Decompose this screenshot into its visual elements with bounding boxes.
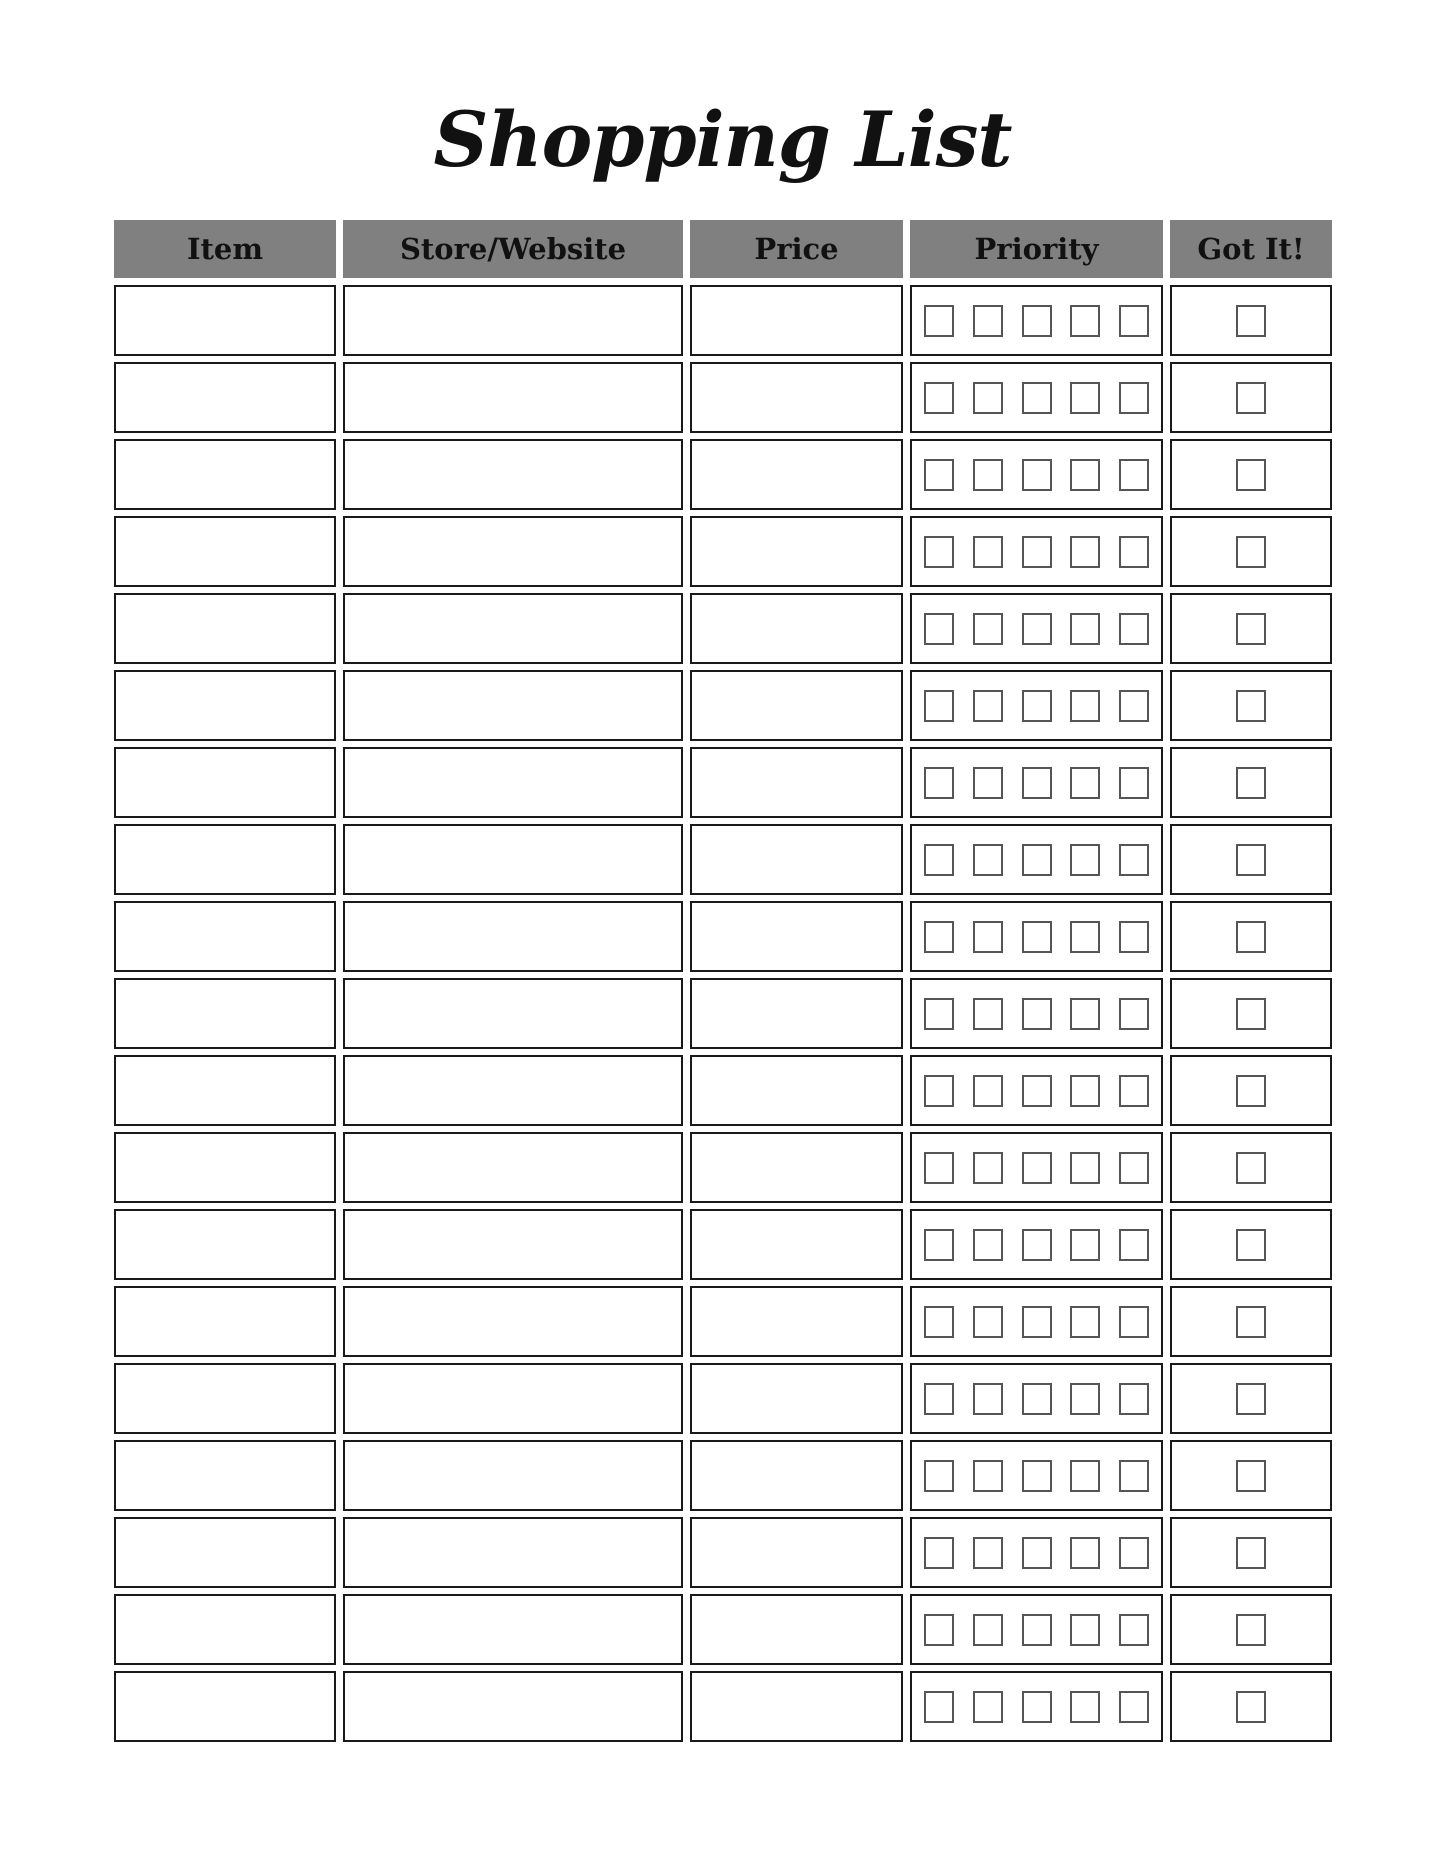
price-field[interactable] bbox=[690, 1440, 903, 1511]
table-body bbox=[114, 285, 1332, 1742]
priority-checkbox-2[interactable] bbox=[973, 844, 1003, 876]
priority-checkbox-1[interactable] bbox=[924, 690, 954, 722]
priority-checkbox-1[interactable] bbox=[924, 998, 954, 1030]
priority-checkbox-1[interactable] bbox=[924, 613, 954, 645]
priority-checkbox-4[interactable] bbox=[1070, 1614, 1100, 1646]
priority-checkbox-5[interactable] bbox=[1119, 690, 1149, 722]
table-row bbox=[114, 362, 1332, 433]
priority-checkbox-4[interactable] bbox=[1070, 1460, 1100, 1492]
priority-checkbox-1[interactable] bbox=[924, 1229, 954, 1261]
priority-checkbox-5[interactable] bbox=[1119, 305, 1149, 337]
got-it-checkbox[interactable] bbox=[1236, 1306, 1266, 1338]
price-field[interactable] bbox=[690, 978, 903, 1049]
store-field[interactable] bbox=[343, 1132, 683, 1203]
priority-checkbox-5[interactable] bbox=[1119, 1537, 1149, 1569]
store-field[interactable] bbox=[343, 593, 683, 664]
got-it-checkbox[interactable] bbox=[1236, 998, 1266, 1030]
priority-cell bbox=[910, 670, 1163, 741]
priority-checkbox-3[interactable] bbox=[1022, 536, 1052, 568]
got-it-checkbox[interactable] bbox=[1236, 1229, 1266, 1261]
table-row bbox=[114, 1363, 1332, 1434]
got-it-checkbox[interactable] bbox=[1236, 1691, 1266, 1723]
priority-checkbox-3[interactable] bbox=[1022, 844, 1052, 876]
price-field[interactable] bbox=[690, 285, 903, 356]
item-field[interactable] bbox=[114, 1055, 336, 1126]
got-it-checkbox[interactable] bbox=[1236, 844, 1266, 876]
got-it-checkbox[interactable] bbox=[1236, 767, 1266, 799]
priority-checkbox-2[interactable] bbox=[973, 613, 1003, 645]
priority-checkbox-4[interactable] bbox=[1070, 921, 1100, 953]
priority-checkbox-5[interactable] bbox=[1119, 459, 1149, 491]
got-it-cell bbox=[1170, 1517, 1332, 1588]
table-row bbox=[114, 1132, 1332, 1203]
table-row bbox=[114, 1517, 1332, 1588]
priority-checkbox-5[interactable] bbox=[1119, 921, 1149, 953]
priority-cell bbox=[910, 901, 1163, 972]
got-it-cell bbox=[1170, 901, 1332, 972]
priority-checkbox-3[interactable] bbox=[1022, 613, 1052, 645]
priority-checkbox-3[interactable] bbox=[1022, 305, 1052, 337]
got-it-checkbox[interactable] bbox=[1236, 690, 1266, 722]
price-field[interactable] bbox=[690, 1594, 903, 1665]
priority-checkbox-3[interactable] bbox=[1022, 767, 1052, 799]
priority-checkbox-5[interactable] bbox=[1119, 1152, 1149, 1184]
got-it-checkbox[interactable] bbox=[1236, 459, 1266, 491]
price-field[interactable] bbox=[690, 593, 903, 664]
price-field[interactable] bbox=[690, 362, 903, 433]
page-title: Shopping List bbox=[433, 95, 1012, 184]
priority-checkbox-4[interactable] bbox=[1070, 305, 1100, 337]
got-it-cell bbox=[1170, 1055, 1332, 1126]
priority-checkbox-4[interactable] bbox=[1070, 1152, 1100, 1184]
item-field[interactable] bbox=[114, 516, 336, 587]
priority-cell bbox=[910, 1594, 1163, 1665]
priority-checkbox-5[interactable] bbox=[1119, 1614, 1149, 1646]
store-field[interactable] bbox=[343, 901, 683, 972]
store-field[interactable] bbox=[343, 362, 683, 433]
item-field[interactable] bbox=[114, 978, 336, 1049]
priority-checkbox-2[interactable] bbox=[973, 998, 1003, 1030]
priority-cell bbox=[910, 285, 1163, 356]
item-field[interactable] bbox=[114, 901, 336, 972]
got-it-cell bbox=[1170, 285, 1332, 356]
got-it-checkbox[interactable] bbox=[1236, 305, 1266, 337]
got-it-checkbox[interactable] bbox=[1236, 382, 1266, 414]
priority-checkbox-2[interactable] bbox=[973, 382, 1003, 414]
table-row bbox=[114, 1440, 1332, 1511]
got-it-checkbox[interactable] bbox=[1236, 1537, 1266, 1569]
price-field[interactable] bbox=[690, 439, 903, 510]
priority-cell bbox=[910, 1671, 1163, 1742]
column-header-got-it: Got It! bbox=[1170, 220, 1332, 278]
priority-checkbox-4[interactable] bbox=[1070, 1306, 1100, 1338]
store-field[interactable] bbox=[343, 978, 683, 1049]
priority-checkbox-3[interactable] bbox=[1022, 1152, 1052, 1184]
priority-checkbox-4[interactable] bbox=[1070, 459, 1100, 491]
priority-checkbox-1[interactable] bbox=[924, 1537, 954, 1569]
table-row bbox=[114, 593, 1332, 664]
price-field[interactable] bbox=[690, 824, 903, 895]
priority-cell bbox=[910, 1132, 1163, 1203]
got-it-cell bbox=[1170, 1440, 1332, 1511]
store-field[interactable] bbox=[343, 1594, 683, 1665]
table-row bbox=[114, 285, 1332, 356]
got-it-cell bbox=[1170, 1594, 1332, 1665]
got-it-checkbox[interactable] bbox=[1236, 613, 1266, 645]
price-field[interactable] bbox=[690, 1517, 903, 1588]
priority-cell bbox=[910, 747, 1163, 818]
got-it-cell bbox=[1170, 747, 1332, 818]
priority-checkbox-1[interactable] bbox=[924, 459, 954, 491]
priority-checkbox-5[interactable] bbox=[1119, 1691, 1149, 1723]
got-it-cell bbox=[1170, 1671, 1332, 1742]
got-it-cell bbox=[1170, 362, 1332, 433]
priority-checkbox-4[interactable] bbox=[1070, 1537, 1100, 1569]
priority-checkbox-2[interactable] bbox=[973, 1691, 1003, 1723]
got-it-checkbox[interactable] bbox=[1236, 1383, 1266, 1415]
priority-checkbox-2[interactable] bbox=[973, 305, 1003, 337]
priority-checkbox-1[interactable] bbox=[924, 1691, 954, 1723]
priority-checkbox-3[interactable] bbox=[1022, 1306, 1052, 1338]
priority-cell bbox=[910, 1209, 1163, 1280]
got-it-cell bbox=[1170, 670, 1332, 741]
item-field[interactable] bbox=[114, 670, 336, 741]
priority-checkbox-1[interactable] bbox=[924, 1075, 954, 1107]
item-field[interactable] bbox=[114, 1594, 336, 1665]
priority-cell bbox=[910, 1440, 1163, 1511]
priority-checkbox-1[interactable] bbox=[924, 1460, 954, 1492]
item-field[interactable] bbox=[114, 747, 336, 818]
item-field[interactable] bbox=[114, 593, 336, 664]
store-field[interactable] bbox=[343, 670, 683, 741]
priority-checkbox-5[interactable] bbox=[1119, 1460, 1149, 1492]
priority-checkbox-5[interactable] bbox=[1119, 1229, 1149, 1261]
priority-checkbox-3[interactable] bbox=[1022, 1537, 1052, 1569]
got-it-cell bbox=[1170, 593, 1332, 664]
priority-checkbox-3[interactable] bbox=[1022, 998, 1052, 1030]
priority-checkbox-3[interactable] bbox=[1022, 1075, 1052, 1107]
priority-checkbox-5[interactable] bbox=[1119, 1383, 1149, 1415]
priority-checkbox-3[interactable] bbox=[1022, 690, 1052, 722]
priority-checkbox-2[interactable] bbox=[973, 536, 1003, 568]
got-it-checkbox[interactable] bbox=[1236, 1152, 1266, 1184]
priority-checkbox-4[interactable] bbox=[1070, 1229, 1100, 1261]
priority-cell bbox=[910, 593, 1163, 664]
column-header-store: Store/Website bbox=[343, 220, 683, 278]
priority-checkbox-3[interactable] bbox=[1022, 1691, 1052, 1723]
priority-cell bbox=[910, 824, 1163, 895]
priority-checkbox-2[interactable] bbox=[973, 1152, 1003, 1184]
store-field[interactable] bbox=[343, 1209, 683, 1280]
column-header-item: Item bbox=[114, 220, 336, 278]
priority-cell bbox=[910, 1363, 1163, 1434]
table-row bbox=[114, 1671, 1332, 1742]
item-field[interactable] bbox=[114, 1440, 336, 1511]
priority-checkbox-5[interactable] bbox=[1119, 613, 1149, 645]
priority-checkbox-3[interactable] bbox=[1022, 1383, 1052, 1415]
store-field[interactable] bbox=[343, 1286, 683, 1357]
priority-checkbox-2[interactable] bbox=[973, 1383, 1003, 1415]
price-field[interactable] bbox=[690, 901, 903, 972]
table-header-row bbox=[114, 220, 1332, 278]
priority-checkbox-1[interactable] bbox=[924, 844, 954, 876]
price-field[interactable] bbox=[690, 1363, 903, 1434]
store-field[interactable] bbox=[343, 1055, 683, 1126]
table-row bbox=[114, 1286, 1332, 1357]
priority-checkbox-4[interactable] bbox=[1070, 1075, 1100, 1107]
priority-checkbox-2[interactable] bbox=[973, 767, 1003, 799]
priority-cell bbox=[910, 1286, 1163, 1357]
priority-checkbox-5[interactable] bbox=[1119, 536, 1149, 568]
priority-checkbox-5[interactable] bbox=[1119, 382, 1149, 414]
priority-checkbox-1[interactable] bbox=[924, 305, 954, 337]
store-field[interactable] bbox=[343, 824, 683, 895]
table-row bbox=[114, 747, 1332, 818]
table-row bbox=[114, 1055, 1332, 1126]
got-it-cell bbox=[1170, 439, 1332, 510]
priority-checkbox-4[interactable] bbox=[1070, 1691, 1100, 1723]
got-it-cell bbox=[1170, 1363, 1332, 1434]
got-it-checkbox[interactable] bbox=[1236, 1460, 1266, 1492]
item-field[interactable] bbox=[114, 824, 336, 895]
shopping-list-table bbox=[114, 220, 1332, 1748]
item-field[interactable] bbox=[114, 439, 336, 510]
priority-checkbox-2[interactable] bbox=[973, 1537, 1003, 1569]
priority-checkbox-1[interactable] bbox=[924, 1152, 954, 1184]
priority-checkbox-5[interactable] bbox=[1119, 767, 1149, 799]
price-field[interactable] bbox=[690, 1132, 903, 1203]
priority-checkbox-3[interactable] bbox=[1022, 459, 1052, 491]
got-it-cell bbox=[1170, 1132, 1332, 1203]
priority-checkbox-1[interactable] bbox=[924, 382, 954, 414]
priority-checkbox-2[interactable] bbox=[973, 1229, 1003, 1261]
price-field[interactable] bbox=[690, 516, 903, 587]
store-field[interactable] bbox=[343, 1671, 683, 1742]
priority-checkbox-3[interactable] bbox=[1022, 1614, 1052, 1646]
priority-checkbox-3[interactable] bbox=[1022, 921, 1052, 953]
table-row bbox=[114, 516, 1332, 587]
got-it-checkbox[interactable] bbox=[1236, 1075, 1266, 1107]
priority-checkbox-2[interactable] bbox=[973, 1075, 1003, 1107]
got-it-cell bbox=[1170, 978, 1332, 1049]
priority-checkbox-4[interactable] bbox=[1070, 1383, 1100, 1415]
got-it-checkbox[interactable] bbox=[1236, 921, 1266, 953]
table-row bbox=[114, 978, 1332, 1049]
item-field[interactable] bbox=[114, 285, 336, 356]
store-field[interactable] bbox=[343, 516, 683, 587]
price-field[interactable] bbox=[690, 1209, 903, 1280]
priority-cell bbox=[910, 362, 1163, 433]
got-it-checkbox[interactable] bbox=[1236, 1614, 1266, 1646]
store-field[interactable] bbox=[343, 1440, 683, 1511]
column-header-price: Price bbox=[690, 220, 903, 278]
priority-cell bbox=[910, 1055, 1163, 1126]
priority-checkbox-2[interactable] bbox=[973, 1614, 1003, 1646]
priority-checkbox-1[interactable] bbox=[924, 767, 954, 799]
price-field[interactable] bbox=[690, 1055, 903, 1126]
store-field[interactable] bbox=[343, 439, 683, 510]
priority-checkbox-1[interactable] bbox=[924, 1383, 954, 1415]
table-row bbox=[114, 1594, 1332, 1665]
got-it-checkbox[interactable] bbox=[1236, 536, 1266, 568]
priority-cell bbox=[910, 516, 1163, 587]
priority-checkbox-4[interactable] bbox=[1070, 690, 1100, 722]
priority-checkbox-4[interactable] bbox=[1070, 844, 1100, 876]
priority-checkbox-4[interactable] bbox=[1070, 613, 1100, 645]
priority-checkbox-2[interactable] bbox=[973, 459, 1003, 491]
item-field[interactable] bbox=[114, 362, 336, 433]
priority-checkbox-3[interactable] bbox=[1022, 382, 1052, 414]
priority-checkbox-2[interactable] bbox=[973, 1306, 1003, 1338]
priority-checkbox-3[interactable] bbox=[1022, 1460, 1052, 1492]
priority-checkbox-1[interactable] bbox=[924, 1614, 954, 1646]
got-it-cell bbox=[1170, 1209, 1332, 1280]
priority-checkbox-2[interactable] bbox=[973, 690, 1003, 722]
price-field[interactable] bbox=[690, 1286, 903, 1357]
priority-cell bbox=[910, 978, 1163, 1049]
priority-checkbox-1[interactable] bbox=[924, 1306, 954, 1338]
priority-checkbox-4[interactable] bbox=[1070, 382, 1100, 414]
item-field[interactable] bbox=[114, 1363, 336, 1434]
priority-cell bbox=[910, 1517, 1163, 1588]
table-row bbox=[114, 1209, 1332, 1280]
got-it-cell bbox=[1170, 824, 1332, 895]
priority-checkbox-4[interactable] bbox=[1070, 767, 1100, 799]
table-row bbox=[114, 824, 1332, 895]
got-it-cell bbox=[1170, 516, 1332, 587]
priority-checkbox-5[interactable] bbox=[1119, 1306, 1149, 1338]
table-row bbox=[114, 439, 1332, 510]
item-field[interactable] bbox=[114, 1286, 336, 1357]
priority-checkbox-5[interactable] bbox=[1119, 998, 1149, 1030]
store-field[interactable] bbox=[343, 1517, 683, 1588]
price-field[interactable] bbox=[690, 670, 903, 741]
priority-checkbox-2[interactable] bbox=[973, 921, 1003, 953]
priority-cell bbox=[910, 439, 1163, 510]
item-field[interactable] bbox=[114, 1517, 336, 1588]
price-field[interactable] bbox=[690, 1671, 903, 1742]
item-field[interactable] bbox=[114, 1671, 336, 1742]
priority-checkbox-4[interactable] bbox=[1070, 536, 1100, 568]
priority-checkbox-5[interactable] bbox=[1119, 844, 1149, 876]
priority-checkbox-5[interactable] bbox=[1119, 1075, 1149, 1107]
priority-checkbox-1[interactable] bbox=[924, 536, 954, 568]
item-field[interactable] bbox=[114, 1132, 336, 1203]
store-field[interactable] bbox=[343, 1363, 683, 1434]
got-it-cell bbox=[1170, 1286, 1332, 1357]
priority-checkbox-3[interactable] bbox=[1022, 1229, 1052, 1261]
table-row bbox=[114, 670, 1332, 741]
priority-checkbox-4[interactable] bbox=[1070, 998, 1100, 1030]
store-field[interactable] bbox=[343, 285, 683, 356]
priority-checkbox-1[interactable] bbox=[924, 921, 954, 953]
table-row bbox=[114, 901, 1332, 972]
store-field[interactable] bbox=[343, 747, 683, 818]
column-header-priority: Priority bbox=[910, 220, 1163, 278]
item-field[interactable] bbox=[114, 1209, 336, 1280]
price-field[interactable] bbox=[690, 747, 903, 818]
priority-checkbox-2[interactable] bbox=[973, 1460, 1003, 1492]
